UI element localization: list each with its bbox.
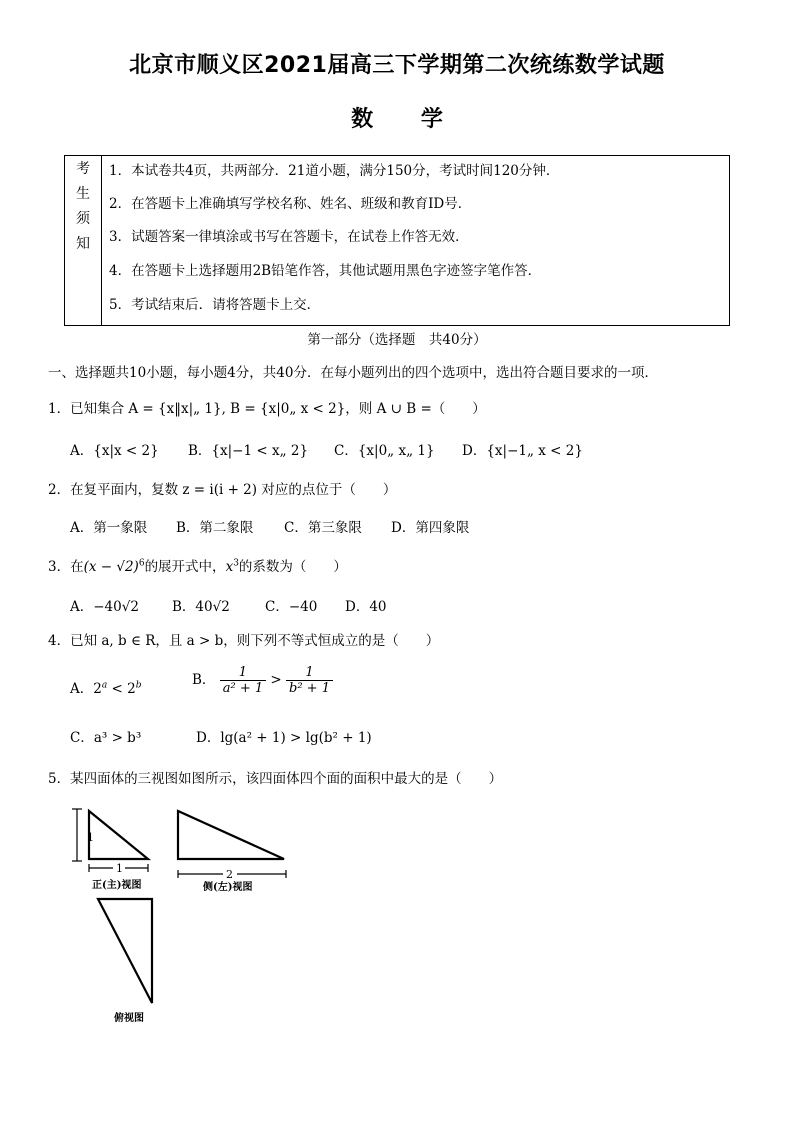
question-2-option-b: B．第二象限 [176,520,254,536]
notice-heading-char: 生 [76,186,90,202]
question-3-stem-pre: 3．在 [48,559,84,575]
power-exponent: b [135,680,142,691]
front-height-dimension: 1 [87,831,94,844]
question-2-option-a: A．第一象限 [70,520,148,536]
exam-title: 北京市顺义区2021届高三下学期第二次统练数学试题 [129,53,665,78]
notice-item: 1．本试卷共4页，共两部分．21道小题，满分150分，考试时间120分钟． [109,163,560,179]
denominator: a² + 1 [222,681,264,696]
power-base: 2 [93,681,102,697]
question-1-stem: 1．已知集合 A = {x‖x|„ 1}, B = {x|0„ x < 2}，则 A ∪ B =（ ） [48,401,486,417]
question-3-option-d: D．40 [345,599,387,615]
question-4-option-d: D．lg(a² + 1) > lg(b² + 1) [196,730,372,746]
question-5-stem: 5．某四面体的三视图如图所示，该四面体四个面的面积中最大的是（ ） [48,771,503,787]
question-3-exponent: 6 [138,558,145,569]
notice-box [64,155,730,326]
notice-item: 5．考试结束后．请将答题卡上交． [109,297,321,313]
question-2-option-c: C．第三象限 [284,520,362,536]
front-view-label: 正(主)视图 [92,880,142,891]
numerator: 1 [286,665,333,681]
side-width-dimension: 2 [226,868,233,881]
power-base: 2 [127,681,136,697]
question-4-stem: 4．已知 a, b ∈ R，且 a > b，则下列不等式恒成立的是（ ） [48,633,440,649]
relation: < [107,681,128,697]
side-view-label: 侧(左)视图 [203,882,253,893]
question-3-stem-mid: 的展开式中， [144,559,226,575]
side-view [178,811,286,893]
denominator: b² + 1 [289,681,330,696]
question-4-option-c: C．a³ > b³ [70,730,142,746]
numerator: 1 [220,665,266,681]
question-3-option-c: C．−40 [265,599,318,615]
subject-title: 数 学 [351,107,443,132]
question-3-expression: (x − √2) [83,559,139,575]
three-view-figure [60,795,310,1030]
fraction [220,665,266,696]
notice-item: 3．试题答案一律填涂或书写在答题卡，在试卷上作答无效． [109,229,469,245]
front-width-dimension: 1 [116,862,123,875]
power-exponent: a [101,680,108,691]
option-label: A． [70,681,94,697]
question-3-variable-exponent: 3 [233,558,239,569]
side-view-triangle [178,811,284,859]
notice-item: 2．在答题卡上准确填写学校名称、姓名、班级和教育ID号． [109,196,472,212]
question-3-variable: x [225,559,234,575]
top-view [98,899,152,1024]
question-3-option-a: A．−40√2 [70,599,139,615]
question-2-stem: 2．在复平面内，复数 z = i(i + 2) 对应的点位于（ ） [48,482,397,498]
front-view-triangle [89,811,148,859]
fraction [286,665,333,696]
question-4-option-b [192,665,333,696]
question-3-stem-post: 的系数为（ ） [238,559,347,575]
relation: > [270,672,282,688]
notice-heading [65,156,102,325]
option-label: B． [192,672,216,688]
question-1-option-c: C．{x|0„ x„ 1} [334,443,435,459]
part-title: 第一部分（选择题 共40分） [307,332,487,348]
question-3-option-b: B．40√2 [172,599,230,615]
question-1-option-d: D．{x|−1„ x < 2} [462,443,583,459]
question-4-option-a [70,677,141,697]
top-view-triangle [98,899,152,1003]
notice-heading-char: 须 [76,211,90,227]
notice-heading-char: 知 [76,236,90,252]
top-view-label: 俯视图 [114,1013,144,1024]
front-view [72,809,148,891]
question-1-option-b: B．{x|−1 < x„ 2} [188,443,309,459]
notice-item: 4．在答题卡上选择题用2B铅笔作答，其他试题用黑色字迹签字笔作答． [109,263,542,279]
notice-heading-char: 考 [76,161,90,177]
section-intro: 一、选择题共10小题，每小题4分，共40分．在每小题列出的四个选项中，选出符合题目要求的一项． [48,365,658,381]
question-2-option-d: D．第四象限 [391,520,470,536]
question-3-stem [48,555,347,575]
question-1-option-a: A．{x|x < 2} [70,443,159,459]
